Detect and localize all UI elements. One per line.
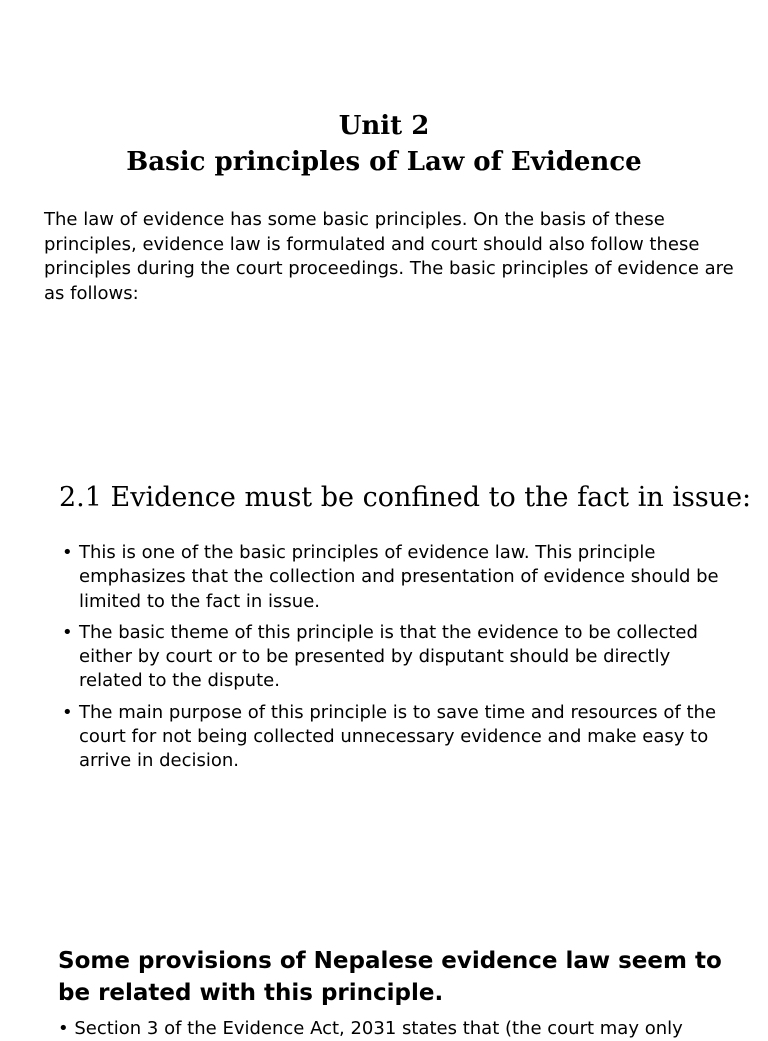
- slide-section-2-1: [0, 449, 768, 869]
- provisions-heading: Some provisions of Nepalese evidence law seem to be related with this principle.: [58, 948, 722, 1006]
- slide-unit-2-intro: [0, 0, 768, 375]
- partial-bullet-line: • Section 3 of the Evidence Act, 2031 states that (the court may only: [58, 1018, 683, 1039]
- intro-paragraph: The law of evidence has some basic principles. On the basis of these principles, evidence law is formulated and court should also follow these principles during the court proceedings. The basic principles of evidence are as follows:: [44, 209, 734, 304]
- bullet-icon: •: [62, 542, 73, 563]
- bullet-icon: •: [62, 701, 73, 723]
- slide-title: [0, 108, 768, 180]
- bullet-item: [62, 701, 722, 774]
- slide-provisions: [0, 930, 768, 1039]
- bullet-icon: •: [62, 621, 73, 643]
- bullet-list: [62, 541, 722, 781]
- bullet-text: This is one of the basic principles of evidence law. This principle emphasizes that the collection and presentation of evidence should be limited to the fact in issue.: [79, 542, 719, 612]
- bullet-item: [62, 541, 722, 614]
- bullet-text: The main purpose of this principle is to save time and resources of the court for not being collected unnecessary evidence and make easy to arrive in decision.: [79, 701, 717, 772]
- unit-subtitle: Basic principles of Law of Evidence: [126, 147, 642, 177]
- unit-title: Unit 2: [338, 111, 430, 141]
- bullet-item: [62, 621, 722, 694]
- section-heading: 2.1 Evidence must be confined to the fact in issue:: [59, 482, 752, 513]
- bullet-text: The basic theme of this principle is that the evidence to be collected either by court or to be presented by disputant should be directly related to the dispute.: [79, 621, 698, 692]
